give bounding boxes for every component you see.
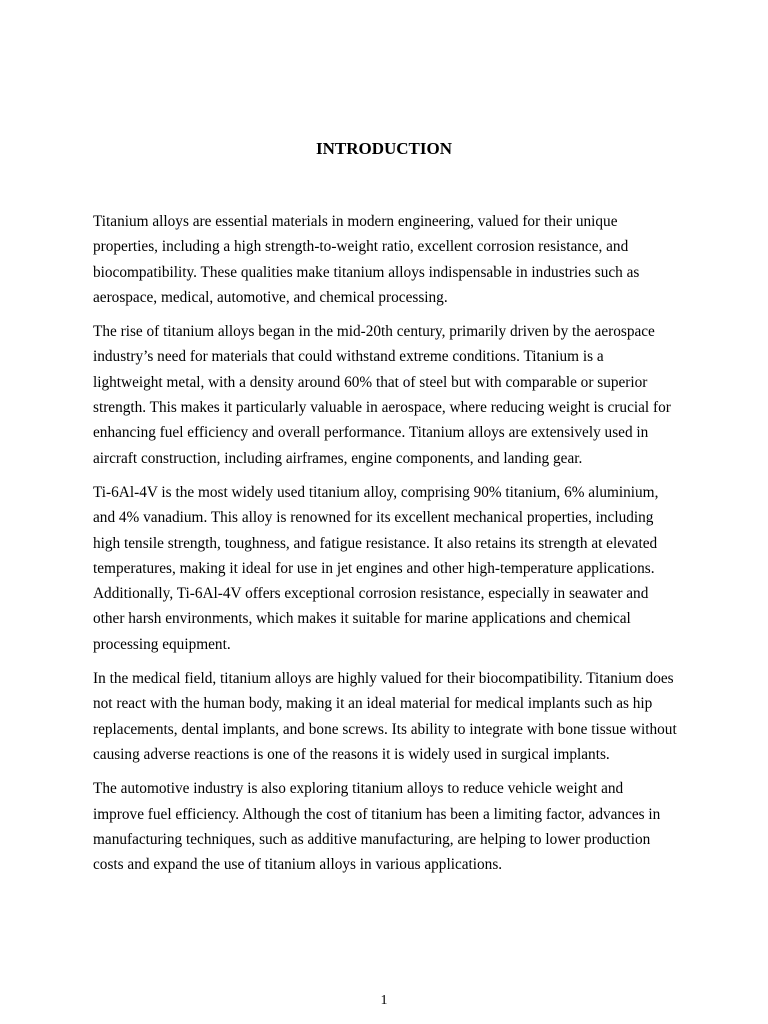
paragraph-history: The rise of titanium alloys began in the mid-20th century, primarily driven by the aerospace industry’s need for materials that could withstand extreme conditions. Titanium is a lightweight metal, with a density around 60% that of steel but with comparable or superior strength. This makes it particularly valuable in aerospace, where reducing weight is crucial for enhancing fuel efficiency and overall performance. Titanium alloys are extensively used in aircraft construction, including airframes, engine components, and landing gear.: [93, 323, 671, 467]
paragraph-ti-6al-4v: Ti-6Al-4V is the most widely used titanium alloy, comprising 90% titanium, 6% aluminium, and 4% vanadium. This alloy is renowned for its excellent mechanical properties, including high tensile strength, toughness, and fatigue resistance. It also retains its strength at elevated temperatures, making it ideal for use in jet engines and other high-temperature applications. Additionally, Ti-6Al-4V offers exceptional corrosion resistance, especially in seawater and other harsh environments, which makes it suitable for marine applications and chemical processing equipment.: [93, 483, 659, 653]
paragraph-automotive: The automotive industry is also exploring titanium alloys to reduce vehicle weight and improve fuel efficiency. Although the cost of titanium has been a limiting factor, advances in manufacturing techniques, such as additive manufacturing, are helping to lower production costs and expand the use of titanium alloys in various applications.: [93, 780, 661, 874]
paragraph-overview: Titanium alloys are essential materials in modern engineering, valued for their unique properties, including a high strength-to-weight ratio, excellent corrosion resistance, and biocompatibility. These qualities make titanium alloys indispensable in industries such as aerospace, medical, automotive, and chemical processing.: [93, 213, 640, 306]
page-number: 1: [380, 993, 388, 1008]
document-body: [93, 209, 677, 886]
paragraph-medical: In the medical field, titanium alloys are highly valued for their biocompatibility. Titanium does not react with the human body, making it an ideal material for medical implants such as hip replacements, dental implants, and bone screws. Its ability to integrate with bone tissue without causing adverse reactions is one of the reasons it is widely used in surgical implants.: [93, 670, 677, 763]
page-title: INTRODUCTION: [315, 139, 453, 158]
